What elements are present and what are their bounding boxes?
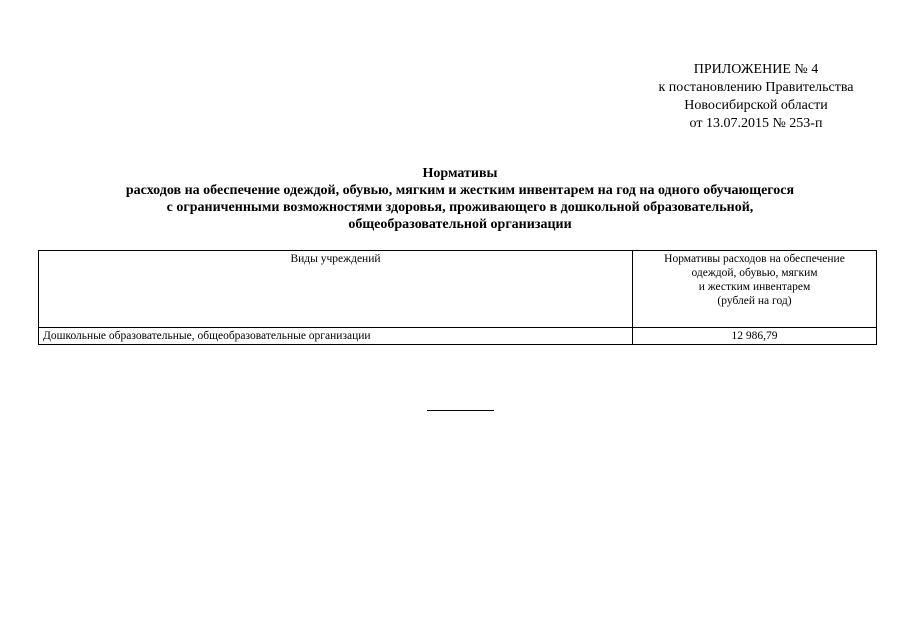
header-norm	[633, 251, 877, 328]
document-title	[40, 165, 880, 233]
title-line-4: общеобразовательной организации	[348, 217, 572, 232]
table-header-row	[39, 251, 877, 328]
appendix-reference: к постановлению Правительства	[658, 80, 854, 95]
header-institution-type: Виды учреждений	[39, 251, 633, 328]
title-line-2: расходов на обеспечение одеждой, обувью, мягким и жестким инвентарем на год на одного обучающегося	[125, 183, 795, 198]
appendix-number: ПРИЛОЖЕНИЕ № 4	[693, 62, 819, 77]
header-norm-line-2: одеждой, обувью, мягким	[691, 267, 818, 279]
header-norm-line-3: и жестким инвентарем	[698, 281, 811, 293]
appendix-date: от 13.07.2015 № 253-п	[689, 116, 823, 131]
table-row	[39, 328, 877, 345]
appendix-region: Новосибирской области	[684, 98, 828, 113]
institution-type-cell: Дошкольные образовательные, общеобразовательные организации	[39, 328, 633, 345]
title-line-3: с ограниченными возможностями здоровья, проживающего в дошкольной образовательной,	[166, 200, 754, 215]
end-divider	[427, 410, 494, 411]
norms-table	[38, 250, 877, 345]
header-norm-line-1: Нормативы расходов на обеспечение	[664, 253, 845, 265]
title-heading: Нормативы	[422, 166, 498, 181]
appendix-header	[630, 61, 882, 133]
norm-value-cell: 12 986,79	[633, 328, 877, 345]
header-norm-line-4: (рублей на год)	[717, 295, 792, 307]
